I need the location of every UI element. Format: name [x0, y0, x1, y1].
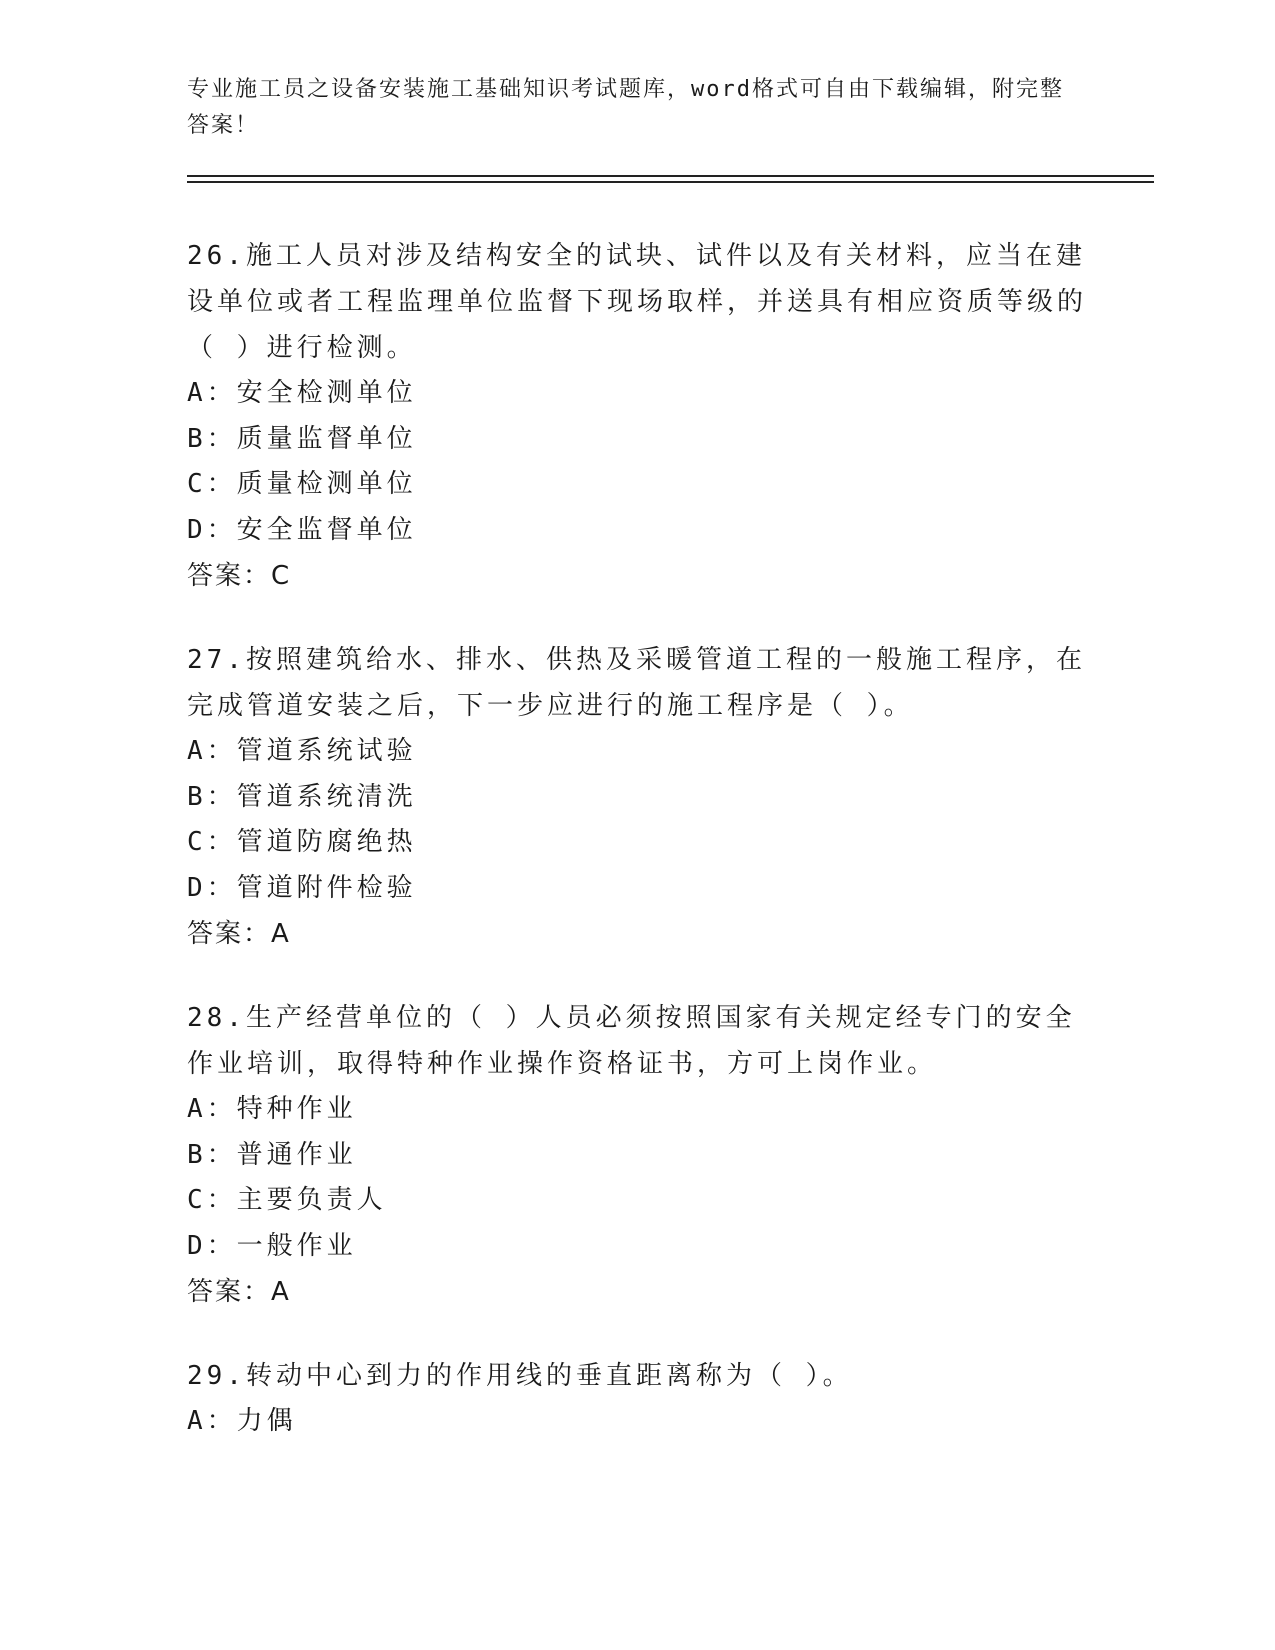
question-stem: 26.施工人员对涉及结构安全的试块、试件以及有关材料，应当在建设单位或者工程监理单位监督下现场取样，并送具有相应资质等级的（ ）进行检测。: [187, 241, 1088, 363]
answer-line: 答案：A: [187, 1277, 291, 1307]
answer-line: 答案：C: [187, 561, 292, 591]
question-26: [187, 233, 1087, 599]
option-a: A：力偶: [187, 1406, 297, 1436]
question-29: [187, 1353, 1087, 1445]
question-stem: 27.按照建筑给水、排水、供热及采暖管道工程的一般施工程序，在完成管道安装之后，下一步应进行的施工程序是（ ）。: [187, 645, 1086, 721]
option-b: B：管道系统清洗: [187, 781, 417, 812]
question-list: [187, 233, 1087, 1465]
question-28: [187, 995, 1087, 1315]
option-c: C：主要负责人: [187, 1185, 387, 1215]
option-c: C：管道防腐绝热: [187, 827, 417, 857]
option-d: D：一般作业: [187, 1230, 357, 1261]
header-divider-top: [187, 175, 1154, 177]
question-stem: 29.转动中心到力的作用线的垂直距离称为（ ）。: [187, 1361, 853, 1391]
option-b: B：普通作业: [187, 1139, 357, 1170]
option-d: D：管道附件检验: [187, 872, 417, 903]
question-27: [187, 637, 1087, 957]
option-d: D：安全监督单位: [187, 514, 417, 545]
answer-line: 答案：A: [187, 919, 291, 949]
option-b: B：质量监督单位: [187, 423, 417, 454]
option-a: A：特种作业: [187, 1094, 357, 1124]
option-a: A：管道系统试验: [187, 736, 417, 766]
document-header: 专业施工员之设备安装施工基础知识考试题库，word格式可自由下载编辑，附完整答案！: [187, 77, 1064, 138]
header-divider-bottom: [187, 181, 1154, 183]
option-a: A：安全检测单位: [187, 378, 417, 408]
question-stem: 28.生产经营单位的（ ）人员必须按照国家有关规定经专门的安全作业培训，取得特种作业操作资格证书，方可上岗作业。: [187, 1003, 1076, 1079]
option-c: C：质量检测单位: [187, 469, 417, 499]
